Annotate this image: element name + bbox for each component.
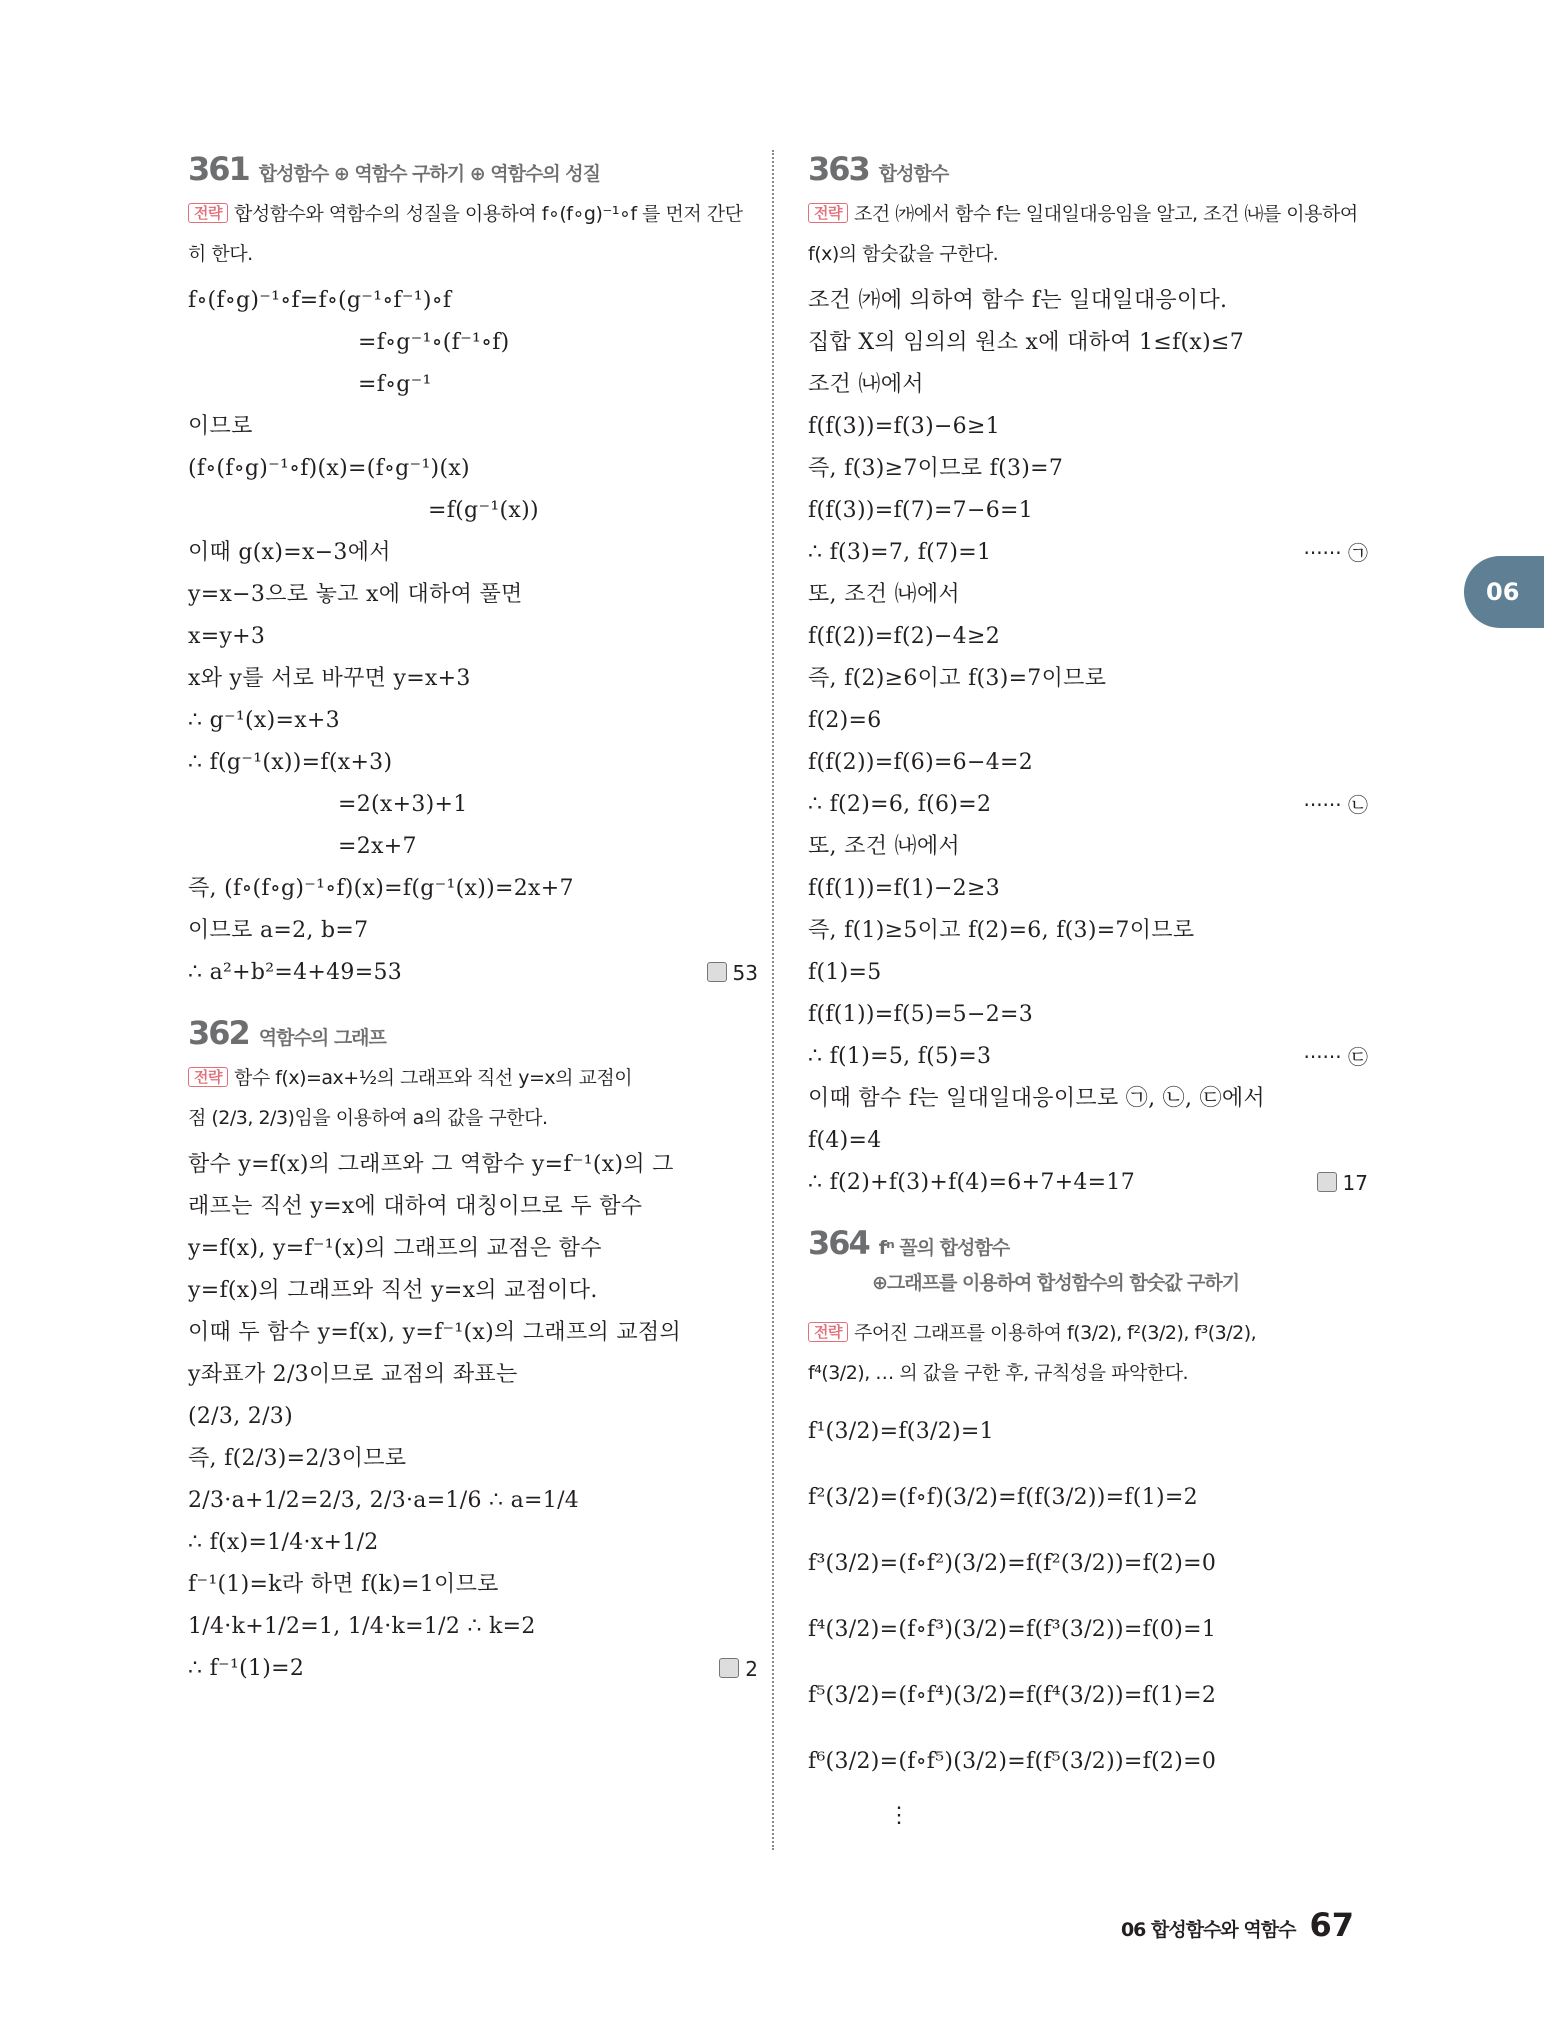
left-column — [188, 150, 758, 1690]
strategy-text: f⁴(3/2), … 의 값을 구한 후, 규칙성을 파악한다. — [808, 1362, 1189, 1384]
strategy-362 — [188, 1058, 758, 1138]
solution-line: 이므로 — [188, 414, 253, 439]
page-number: 67 — [1309, 1906, 1354, 1944]
answer-icon — [719, 1658, 739, 1678]
solution-line: ∴ f(g⁻¹(x))=f(x+3) — [188, 750, 393, 775]
solution-line: f(2)=6 — [808, 708, 882, 733]
solution-line: 함수 y=f(x)의 그래프와 그 역함수 y=f⁻¹(x)의 그 — [188, 1152, 674, 1177]
solution-line: ⋮ — [888, 1803, 911, 1828]
solution-line: y=x−3으로 놓고 x에 대하여 풀면 — [188, 582, 523, 607]
solution-line: ∴ a²+b²=4+49=53 — [188, 960, 403, 985]
solution-line: f(f(3))=f(3)−6≥1 — [808, 414, 1001, 439]
solution-line: 이므로 a=2, b=7 — [188, 918, 369, 943]
problem-number: 362 — [188, 1014, 249, 1052]
solution-line: y=f(x)의 그래프와 직선 y=x의 교점이다. — [188, 1278, 598, 1303]
solution-line: ∴ f(x)=1/4·x+1/2 — [188, 1530, 379, 1555]
solution-line: ∴ f(1)=5, f(5)=3 — [808, 1044, 992, 1069]
problem-title: fⁿ 꼴의 합성함수 — [878, 1237, 1010, 1259]
strategy-text: 합성함수와 역함수의 성질을 이용하여 f∘(f∘g)⁻¹∘f 를 먼저 간단히 한다. — [188, 203, 743, 265]
solution-line: f(4)=4 — [808, 1128, 882, 1153]
solution-line: f(1)=5 — [808, 960, 882, 985]
problem-title: 합성함수 — [878, 163, 949, 185]
problem-362-header — [188, 1014, 758, 1052]
answer-icon — [1317, 1172, 1337, 1192]
solution-line: 조건 ㈏에서 — [808, 372, 924, 397]
problem-number: 363 — [808, 150, 869, 188]
solution-line: ∴ f(2)+f(3)+f(4)=6+7+4=17 — [808, 1170, 1135, 1195]
solution-line: 또, 조건 ㈏에서 — [808, 834, 960, 859]
solution-line: 즉, f(1)≥5이고 f(2)=6, f(3)=7이므로 — [808, 918, 1195, 943]
footer-title: 06 합성함수와 역함수 — [1120, 1919, 1296, 1941]
answer-value: 2 — [745, 1657, 758, 1681]
solution-line: ∴ f⁻¹(1)=2 — [188, 1656, 305, 1681]
solution-line: f⁵(3/2)=(f∘f⁴)(3/2)=f(f⁴(3/2))=f(1)=2 — [808, 1683, 1217, 1708]
problem-subtitle: ⊕그래프를 이용하여 합성함수의 함숫값 구하기 — [872, 1272, 1240, 1294]
solution-line: f⁴(3/2)=(f∘f³)(3/2)=f(f³(3/2))=f(0)=1 — [808, 1617, 1217, 1642]
solution-line: 또, 조건 ㈏에서 — [808, 582, 960, 607]
strategy-tag: 전략 — [188, 203, 228, 223]
solution-line: 이때 g(x)=x−3에서 — [188, 540, 391, 565]
solution-line: y좌표가 2/3이므로 교점의 좌표는 — [188, 1362, 518, 1387]
strategy-text: 함수 f(x)=ax+½의 그래프와 직선 y=x의 교점이 — [233, 1067, 633, 1089]
solution-line: 즉, f(3)≥7이므로 f(3)=7 — [808, 456, 1064, 481]
solution-line: (f∘(f∘g)⁻¹∘f)(x)=(f∘g⁻¹)(x) — [188, 456, 470, 481]
solution-line: f(f(1))=f(5)=5−2=3 — [808, 1002, 1034, 1027]
solution-line: x=y+3 — [188, 624, 266, 649]
solution-line: f(f(2))=f(2)−4≥2 — [808, 624, 1001, 649]
strategy-tag: 전략 — [808, 1322, 848, 1342]
solution-line: f(f(2))=f(6)=6−4=2 — [808, 750, 1034, 775]
answer-value: 53 — [732, 961, 758, 985]
chapter-tab: 06 — [1464, 556, 1544, 628]
solution-line: x와 y를 서로 바꾸면 y=x+3 — [188, 666, 471, 691]
problem-361-header — [188, 150, 758, 188]
solution-line: =2x+7 — [338, 834, 417, 859]
equation-mark: ······ ㉠ — [1303, 541, 1368, 565]
solution-line: y=f(x), y=f⁻¹(x)의 그래프의 교점은 함수 — [188, 1236, 602, 1261]
solution-line: f²(3/2)=(f∘f)(3/2)=f(f(3/2))=f(1)=2 — [808, 1485, 1198, 1510]
solution-line: f³(3/2)=(f∘f²)(3/2)=f(f²(3/2))=f(2)=0 — [808, 1551, 1217, 1576]
solution-line: =2(x+3)+1 — [338, 792, 468, 817]
equation-mark: ······ ㉡ — [1303, 793, 1368, 817]
problem-number: 364 — [808, 1224, 869, 1262]
solution-line: 이때 두 함수 y=f(x), y=f⁻¹(x)의 그래프의 교점의 — [188, 1320, 682, 1345]
equation-mark: ······ ㉢ — [1303, 1045, 1368, 1069]
solution-line: (2/3, 2/3) — [188, 1404, 293, 1429]
solution-line: f¹(3/2)=f(3/2)=1 — [808, 1419, 994, 1444]
strategy-tag: 전략 — [188, 1067, 228, 1087]
solution-line: =f∘g⁻¹∘(f⁻¹∘f) — [358, 330, 510, 355]
solution-line: 집합 X의 임의의 원소 x에 대하여 1≤f(x)≤7 — [808, 330, 1245, 355]
problem-364-header — [808, 1224, 1368, 1262]
solution-line: ∴ f(3)=7, f(7)=1 — [808, 540, 992, 565]
strategy-364 — [808, 1313, 1368, 1393]
solution-line: 래프는 직선 y=x에 대하여 대칭이므로 두 함수 — [188, 1194, 643, 1219]
strategy-text: 조건 ㈎에서 함수 f는 일대일대응임을 알고, 조건 ㈏를 이용하여 f(x)의 함숫값을 구한다. — [808, 203, 1358, 265]
strategy-tag: 전략 — [808, 203, 848, 223]
solution-line: ∴ g⁻¹(x)=x+3 — [188, 708, 340, 733]
problem-title: 합성함수 ⊕ 역함수 구하기 ⊕ 역함수의 성질 — [258, 163, 600, 185]
solution-line: 조건 ㈎에 의하여 함수 f는 일대일대응이다. — [808, 288, 1228, 313]
solution-line: 1/4·k+1/2=1, 1/4·k=1/2 ∴ k=2 — [188, 1614, 536, 1639]
strategy-text: 주어진 그래프를 이용하여 f(3/2), f²(3/2), f³(3/2), — [853, 1322, 1257, 1344]
strategy-text: 점 (2/3, 2/3)임을 이용하여 a의 값을 구한다. — [188, 1107, 548, 1129]
solution-line: f⁻¹(1)=k라 하면 f(k)=1이므로 — [188, 1572, 499, 1597]
solution-line: f(f(3))=f(7)=7−6=1 — [808, 498, 1034, 523]
solution-line: ∴ f(2)=6, f(6)=2 — [808, 792, 992, 817]
problem-363-header — [808, 150, 1368, 188]
strategy-361 — [188, 194, 758, 274]
solution-line: 이때 함수 f는 일대일대응이므로 ㉠, ㉡, ㉢에서 — [808, 1086, 1265, 1111]
solution-line: f⁶(3/2)=(f∘f⁵)(3/2)=f(f⁵(3/2))=f(2)=0 — [808, 1749, 1217, 1774]
solution-line: f∘(f∘g)⁻¹∘f=f∘(g⁻¹∘f⁻¹)∘f — [188, 288, 452, 313]
solution-line: 즉, (f∘(f∘g)⁻¹∘f)(x)=f(g⁻¹(x))=2x+7 — [188, 876, 574, 901]
answer-value: 17 — [1342, 1171, 1368, 1195]
answer-icon — [707, 962, 727, 982]
problem-title: 역함수의 그래프 — [258, 1027, 386, 1049]
solution-line: =f(g⁻¹(x)) — [428, 498, 539, 523]
solution-line: 2/3·a+1/2=2/3, 2/3·a=1/6 ∴ a=1/4 — [188, 1488, 580, 1513]
right-column — [808, 150, 1368, 1837]
problem-number: 361 — [188, 150, 249, 188]
page-footer — [1121, 1906, 1354, 1944]
column-divider — [772, 150, 774, 1850]
solution-line: f(f(1))=f(1)−2≥3 — [808, 876, 1001, 901]
solution-line: 즉, f(2/3)=2/3이므로 — [188, 1446, 407, 1471]
strategy-363 — [808, 194, 1368, 274]
solution-line: 즉, f(2)≥6이고 f(3)=7이므로 — [808, 666, 1107, 691]
solution-line: =f∘g⁻¹ — [358, 372, 432, 397]
